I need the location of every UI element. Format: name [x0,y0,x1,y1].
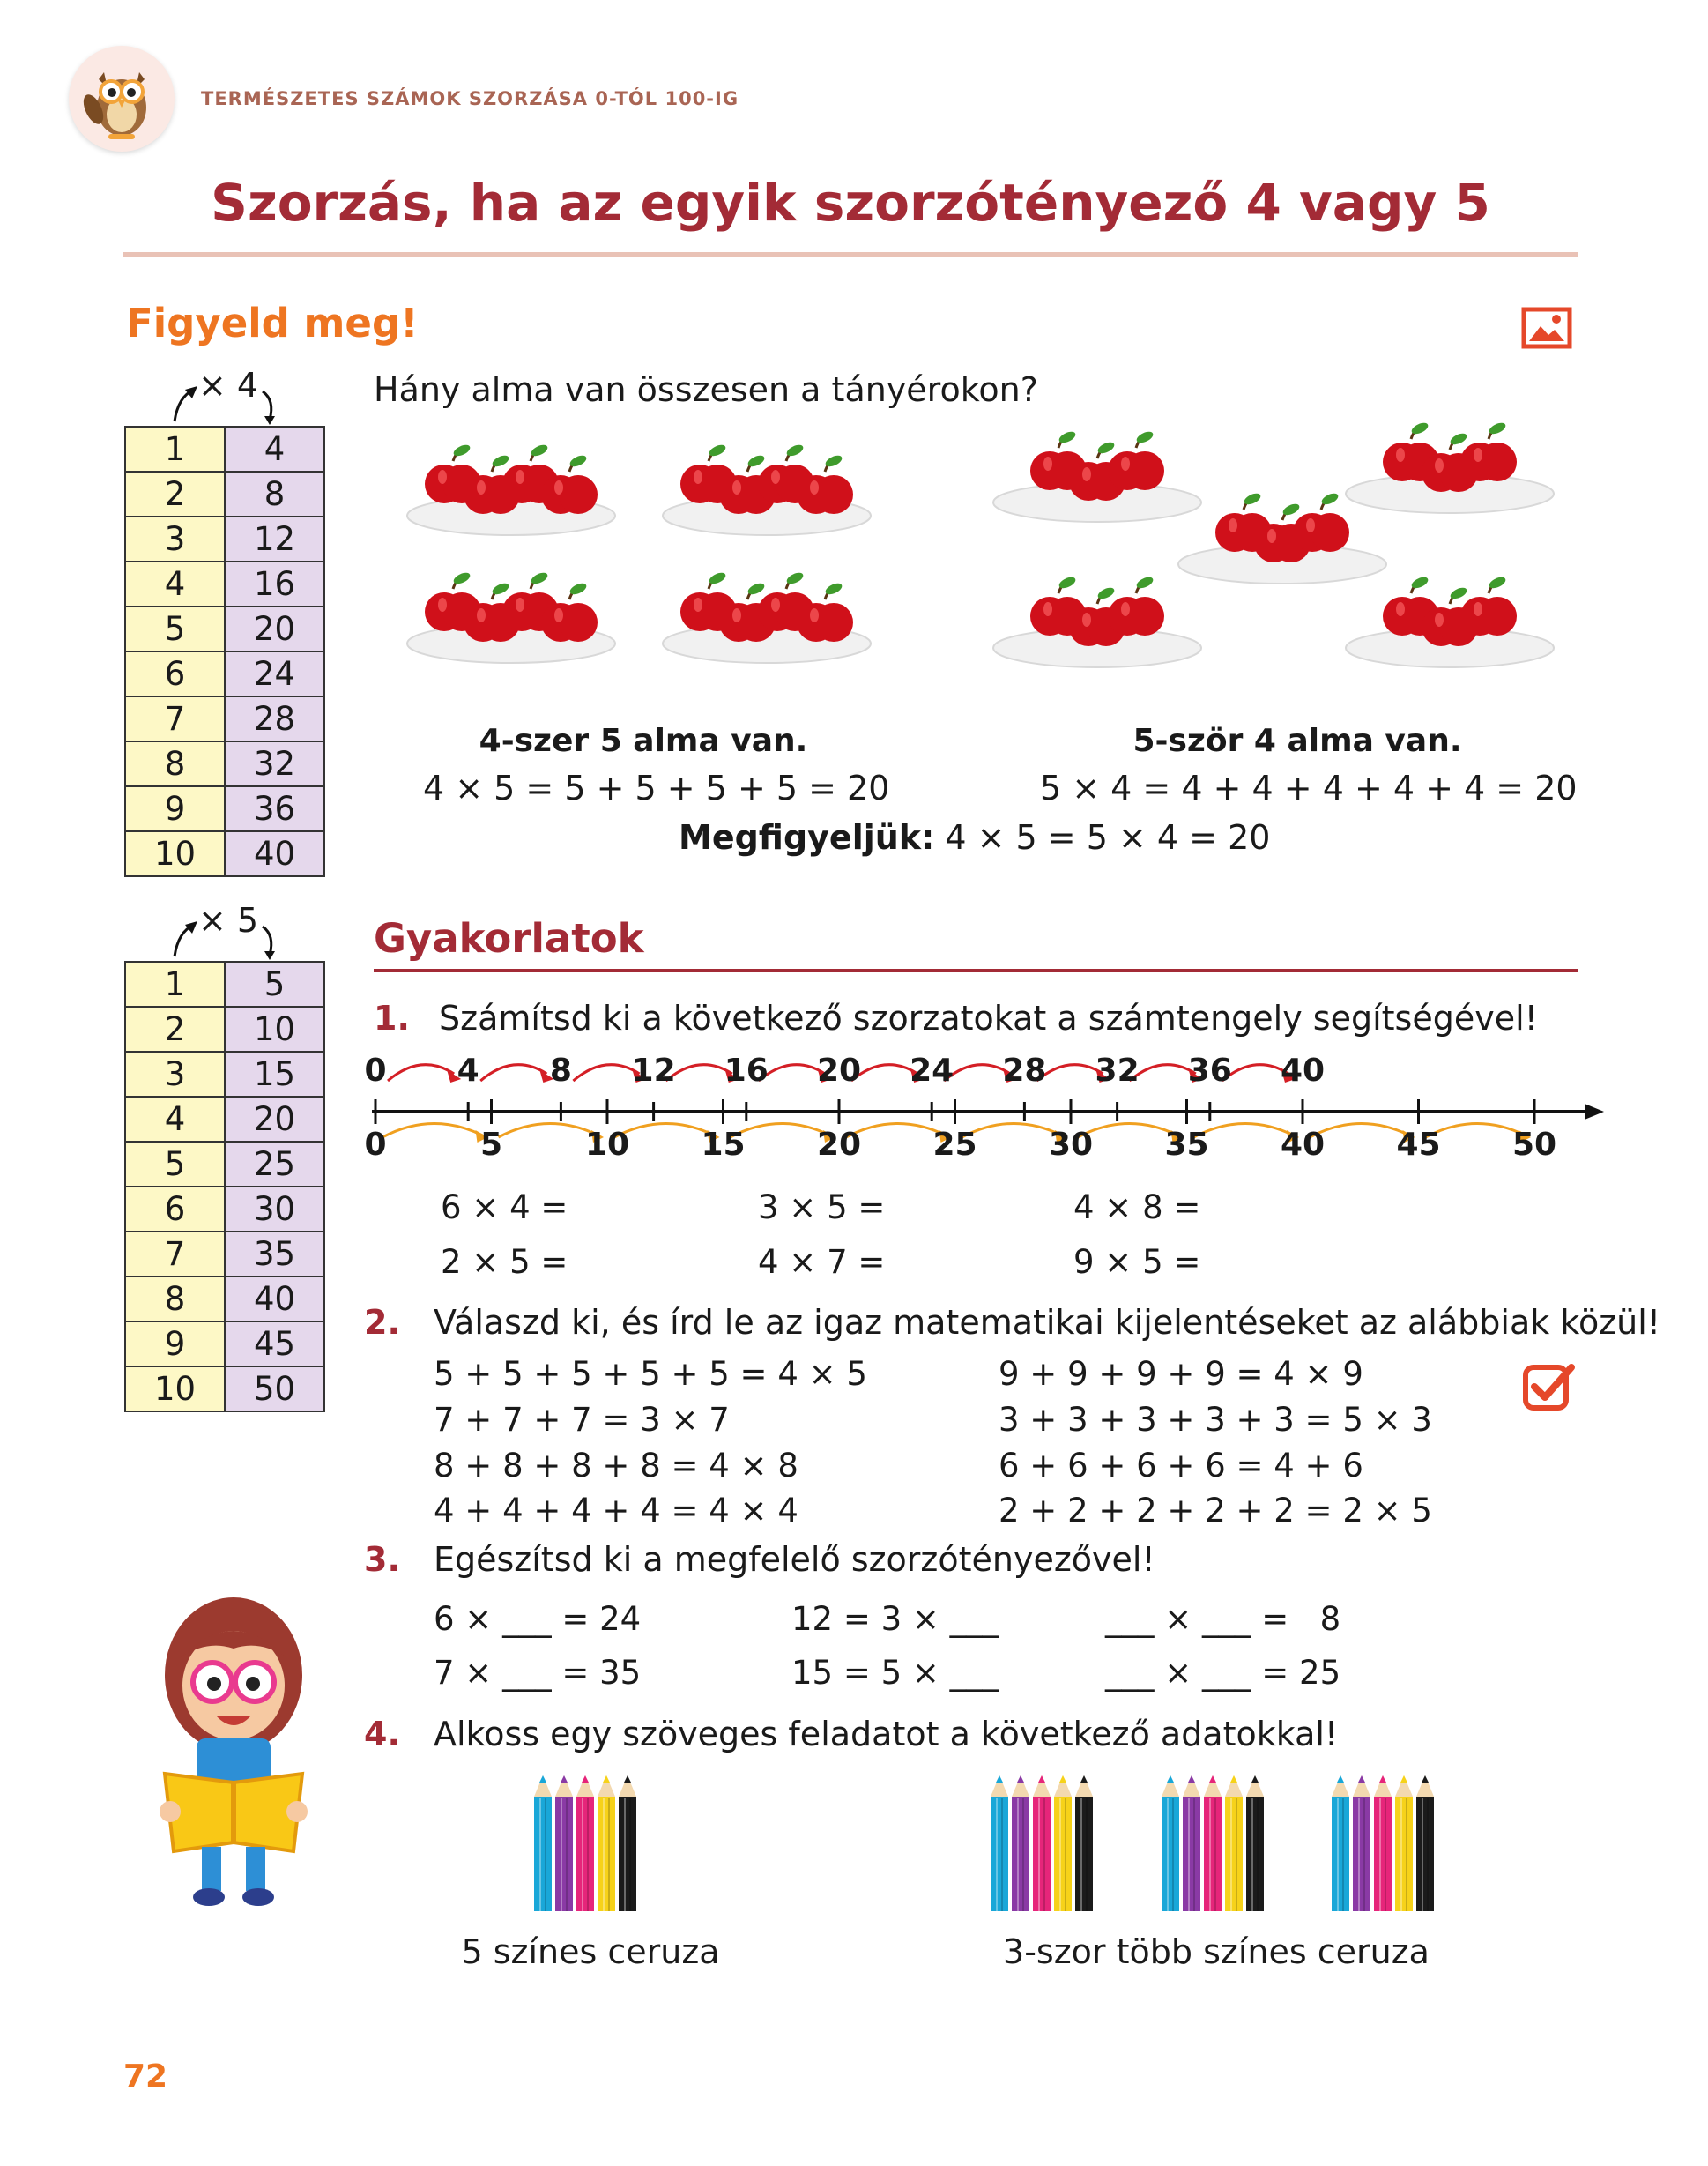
table-cell-factor: 8 [125,741,225,786]
table-cell-product: 20 [225,607,324,651]
number-line-jump-arc [1036,1065,1103,1081]
title-divider [123,252,1578,257]
exercise-2-text: Válaszd ki, és írd le az igaz matematikai kijelentéseket az alábbiak közül! [434,1303,1661,1342]
apple-plates-5x4 [991,406,1608,705]
pencil [619,1775,636,1911]
ex1-item: 3 × 5 = [758,1188,886,1226]
number-line-label-top: 36 [1187,1053,1232,1089]
table-cell-factor: 7 [125,696,225,741]
ex2-statement: 2 + 2 + 2 + 2 + 2 = 2 × 5 [999,1492,1432,1530]
exercises-divider [374,969,1578,972]
table-cell-factor: 5 [125,607,225,651]
table-row [125,1052,324,1097]
table-row [125,472,324,517]
pencil [1054,1775,1072,1911]
table5-operator-label: × 5 [198,901,259,940]
number-line-label-bottom: 15 [701,1127,746,1163]
apple-plate [1346,575,1554,667]
number-line-label-bottom: 20 [816,1127,862,1163]
pencil-set [1156,1772,1280,1917]
apple-plates-4x5 [388,410,934,692]
table-cell-factor: 4 [125,1097,225,1142]
table-row [125,1366,324,1411]
ex3-item: 12 = 3 × ___ [791,1600,999,1638]
multiplication-table-5 [124,961,325,1412]
number-line-jump-arc [666,1065,732,1081]
table-row [125,427,324,472]
table-cell-product: 50 [225,1366,324,1411]
exercise-4-number: 4. [364,1715,400,1753]
table-cell-factor: 2 [125,472,225,517]
number-line-label-top: 24 [910,1053,954,1089]
table-cell-product: 16 [225,562,324,607]
table-cell-product: 24 [225,651,324,696]
table-cell-product: 10 [225,1007,324,1052]
pencil [555,1775,573,1911]
table-row [125,607,324,651]
table-cell-factor: 9 [125,1321,225,1366]
table-cell-product: 5 [225,962,324,1007]
ex1-item: 4 × 7 = [758,1243,886,1281]
number-line-label-top: 16 [724,1053,769,1089]
conclusion [679,818,1270,857]
ex2-statement: 8 + 8 + 8 + 8 = 4 × 8 [434,1447,798,1485]
table-cell-factor: 2 [125,1007,225,1052]
number-line-jump-arc [851,1065,917,1081]
exercises-heading: Gyakorlatok [374,915,644,962]
table-row [125,1142,324,1187]
left-equation: 4 × 5 = 5 + 5 + 5 + 5 = 20 [423,769,890,808]
pencil [1183,1775,1200,1911]
pencil-set [1326,1772,1450,1917]
ex3-item: 7 × ___ = 35 [434,1654,642,1692]
number-line-label-bottom: 10 [584,1127,630,1163]
page-title: Szorzás, ha az egyik szorzótényező 4 vagy 5 [211,173,1490,233]
table-cell-factor: 3 [125,517,225,562]
number-line-jump-arc [944,1065,1010,1081]
ex1-item: 2 × 5 = [441,1243,568,1281]
table-row [125,1007,324,1052]
number-line-jump-arc [480,1065,546,1081]
table-cell-product: 15 [225,1052,324,1097]
number-line-label-top: 28 [1002,1053,1047,1089]
exercise-4-text: Alkoss egy szöveges feladatot a következő adatokkal! [434,1715,1339,1753]
number-line-label-top: 8 [549,1053,572,1089]
exercise-1-text: Számítsd ki a következő szorzatokat a számtengely segítségével! [439,999,1538,1038]
table-row [125,562,324,607]
pencil-caption-right: 3-szor több színes ceruza [1003,1932,1430,1971]
table4-operator-label: × 4 [198,366,259,405]
page-number: 72 [123,2058,168,2095]
pencil [1395,1775,1413,1911]
running-head: TERMÉSZETES SZÁMOK SZORZÁSA 0-TÓL 100-IG [201,88,739,109]
number-line-label-top: 4 [457,1053,479,1089]
apple-plate [1178,491,1386,584]
pencil [991,1775,1008,1911]
table-cell-factor: 1 [125,427,225,472]
pencil [1204,1775,1222,1911]
ex3-item: 6 × ___ = 24 [434,1600,642,1638]
apple-question: Hány alma van összesen a tányérokon? [374,370,1038,409]
table-cell-product: 20 [225,1097,324,1142]
conclusion-equation: 4 × 5 = 5 × 4 = 20 [945,818,1271,857]
number-line-label-top: 40 [1280,1053,1326,1089]
number-line-jump-arc [759,1065,825,1081]
number-line-label-bottom: 45 [1396,1127,1441,1163]
pencil [1332,1775,1349,1911]
table-cell-product: 8 [225,472,324,517]
table-cell-factor: 7 [125,1232,225,1277]
multiplication-table-4 [124,426,325,877]
number-line-label-bottom: 30 [1048,1127,1094,1163]
right-caption: 5-ször 4 alma van. [1132,723,1462,759]
table-row [125,1097,324,1142]
number-line-label-bottom: 40 [1280,1127,1326,1163]
apple-plate [993,429,1201,522]
table-cell-product: 28 [225,696,324,741]
pencil [1353,1775,1370,1911]
table5-arrows [166,905,280,960]
apple-plate [663,443,871,535]
exercise-3-number: 3. [364,1540,400,1579]
table-cell-factor: 6 [125,1187,225,1232]
number-line-label-top: 20 [816,1053,862,1089]
apple-plate [407,570,615,663]
number-line-jump-arc [573,1065,639,1081]
image-icon[interactable] [1521,307,1572,349]
pencil [1246,1775,1264,1911]
table-row [125,741,324,786]
table-cell-factor: 10 [125,831,225,876]
pencil-caption-left: 5 színes ceruza [461,1932,720,1971]
pencil-set [529,1772,652,1917]
table-cell-factor: 4 [125,562,225,607]
table-row [125,1187,324,1232]
table-cell-product: 4 [225,427,324,472]
table-cell-product: 36 [225,786,324,831]
pencil [1012,1775,1029,1911]
number-line-jump-arc [1222,1065,1288,1081]
pencil [1225,1775,1243,1911]
table4-arrows [166,370,280,425]
ex3-item: 15 = 5 × ___ [791,1654,999,1692]
apple-plate [407,443,615,535]
pencil [1033,1775,1051,1911]
pencil [1416,1775,1434,1911]
pencil [1075,1775,1093,1911]
left-caption: 4-szer 5 alma van. [479,723,808,759]
ex1-item: 6 × 4 = [441,1188,568,1226]
table-cell-factor: 9 [125,786,225,831]
table-row [125,831,324,876]
girl-reading-illustration [145,1587,322,1913]
exercise-3-text: Egészítsd ki a megfelelő szorzótényezővel! [434,1540,1155,1579]
number-line-jump-arc [499,1123,599,1137]
number-line-jump-arc [382,1123,483,1137]
table-cell-factor: 1 [125,962,225,1007]
number-line-label-bottom: 5 [479,1127,503,1163]
table-row [125,786,324,831]
ex2-statement: 7 + 7 + 7 = 3 × 7 [434,1401,730,1439]
ex3-item: ___ × ___ = 8 [1105,1600,1341,1638]
table-cell-product: 35 [225,1232,324,1277]
number-line-jump-arc [1130,1065,1196,1081]
table-row [125,517,324,562]
ex2-statement: 6 + 6 + 6 + 6 = 4 + 6 [999,1447,1363,1485]
table-cell-product: 40 [225,831,324,876]
table-cell-factor: 10 [125,1366,225,1411]
table-row [125,1277,324,1321]
table-cell-product: 12 [225,517,324,562]
exercise-2-number: 2. [364,1303,400,1342]
table-row [125,1321,324,1366]
ex2-statement: 5 + 5 + 5 + 5 + 5 = 4 × 5 [434,1355,867,1393]
table-cell-product: 45 [225,1321,324,1366]
number-line-label-bottom: 0 [364,1127,387,1163]
table-cell-product: 30 [225,1187,324,1232]
conclusion-label: Megfigyeljük: [679,818,935,857]
number-line-label-bottom: 35 [1164,1127,1209,1163]
pencil [1162,1775,1179,1911]
number-line-jump-arc [388,1065,454,1081]
ex2-statement: 4 + 4 + 4 + 4 = 4 × 4 [434,1492,798,1530]
number-line-label-top: 32 [1095,1053,1140,1089]
table-cell-factor: 6 [125,651,225,696]
owl-icon [69,46,175,152]
table-cell-product: 40 [225,1277,324,1321]
table-cell-factor: 5 [125,1142,225,1187]
table-row [125,1232,324,1277]
apple-plate [993,575,1201,667]
ex3-item: ___ × ___ = 25 [1105,1654,1341,1692]
apple-plate [663,570,871,663]
table-row [125,651,324,696]
ex2-statement: 3 + 3 + 3 + 3 + 3 = 5 × 3 [999,1401,1432,1439]
pencil [534,1775,552,1911]
pencil [598,1775,615,1911]
apple-plate [1346,421,1554,513]
number-line-label-bottom: 25 [932,1127,977,1163]
table-row [125,962,324,1007]
pencil-set [985,1772,1109,1917]
number-line-label-top: 0 [364,1053,387,1089]
number-line-label-bottom: 50 [1511,1127,1557,1163]
table-row [125,696,324,741]
number-line-label-top: 12 [631,1053,676,1089]
table-cell-product: 32 [225,741,324,786]
pencil [1374,1775,1392,1911]
pencil [576,1775,594,1911]
ex1-item: 9 × 5 = [1073,1243,1201,1281]
table-cell-factor: 3 [125,1052,225,1097]
ex2-statement: 9 + 9 + 9 + 9 = 4 × 9 [999,1355,1363,1393]
right-equation: 5 × 4 = 4 + 4 + 4 + 4 + 4 = 20 [1040,769,1578,808]
observe-heading: Figyeld meg! [126,300,419,346]
table-cell-product: 25 [225,1142,324,1187]
table-cell-factor: 8 [125,1277,225,1321]
checkbox-icon[interactable] [1522,1360,1577,1411]
ex1-item: 4 × 8 = [1073,1188,1201,1226]
exercise-1-number: 1. [374,999,410,1038]
